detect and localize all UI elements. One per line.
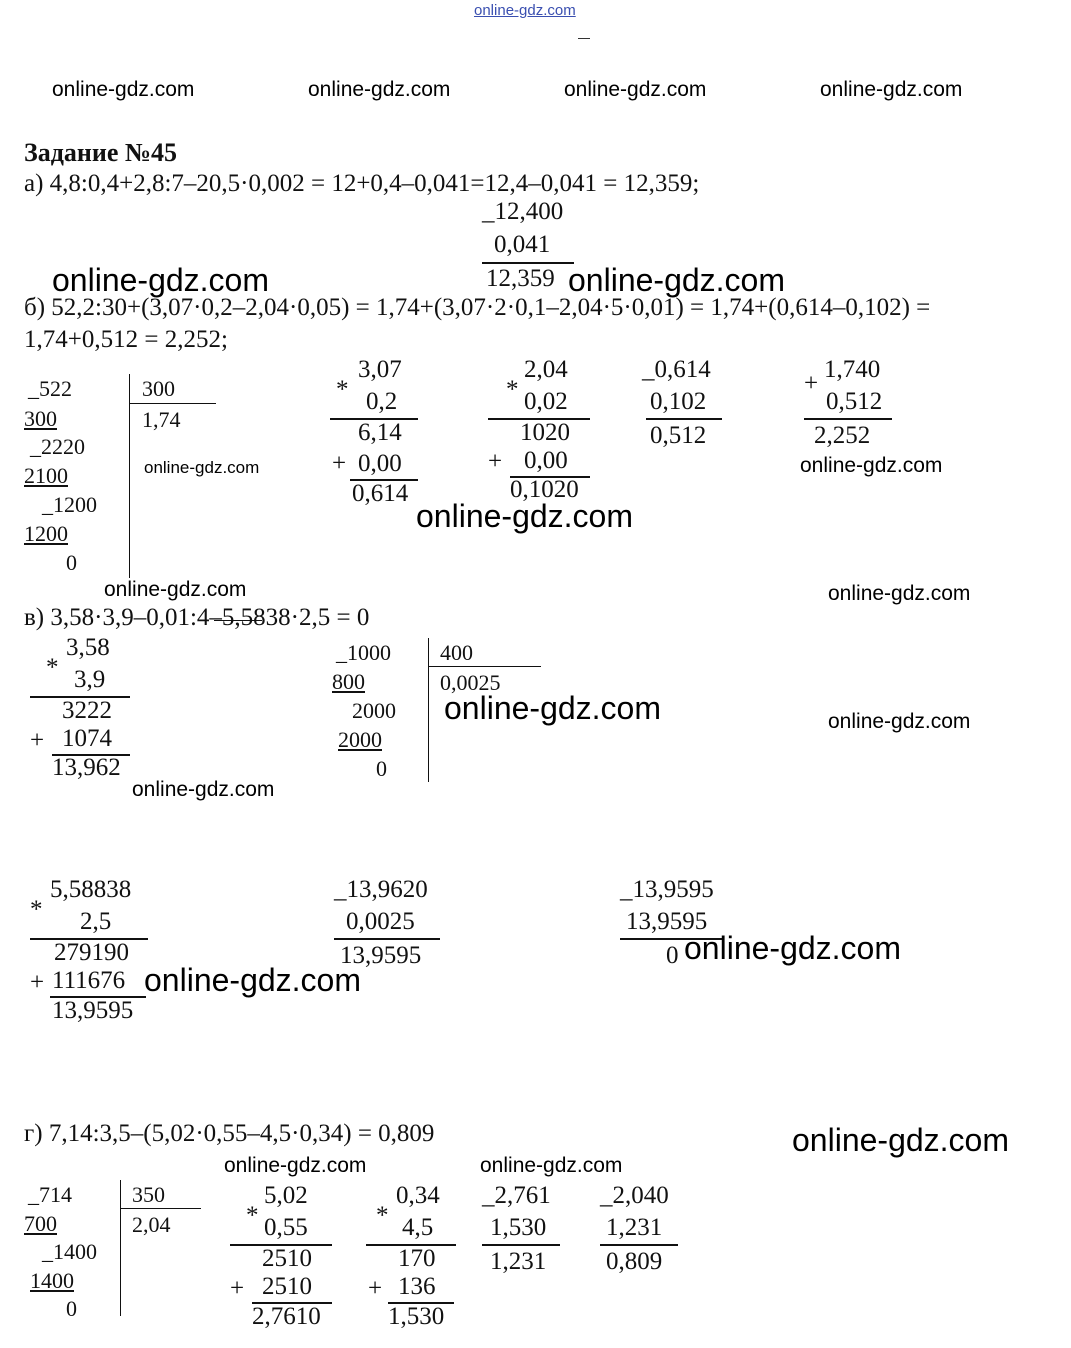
- mul-partial: 2510: [262, 1245, 312, 1272]
- watermark: online-gdz.com: [820, 78, 963, 101]
- rule: [646, 418, 722, 420]
- task-title: Задание №45: [24, 138, 178, 167]
- a-sub-result: 12,359: [486, 265, 555, 292]
- mul-sign: *: [30, 896, 43, 923]
- mul-partial: 170: [398, 1245, 436, 1272]
- rule: [429, 666, 541, 667]
- strike-line: [214, 620, 262, 621]
- watermark: online-gdz.com: [792, 1122, 1009, 1158]
- sub-second: 1,231: [606, 1214, 663, 1241]
- plus-sign: +: [230, 1275, 245, 1302]
- sub-result: 13,9595: [340, 942, 422, 969]
- div-row: 1200: [24, 521, 68, 546]
- div-row: 2000: [338, 727, 382, 752]
- mul-partial: 136: [398, 1273, 436, 1300]
- sub-top: _2,761: [482, 1182, 551, 1209]
- watermark: online-gdz.com: [104, 578, 247, 601]
- add-result: 2,252: [814, 422, 871, 449]
- rule: [482, 1244, 560, 1246]
- clipped-result: [250, 1303, 340, 1330]
- watermark: online-gdz.com: [52, 78, 195, 101]
- site-logo: online-gdz.com: [474, 2, 576, 19]
- watermark: online-gdz.com: [564, 78, 707, 101]
- watermark: online-gdz.com: [224, 1154, 367, 1177]
- sub-top: _0,614: [642, 356, 711, 383]
- watermark: online-gdz.com: [144, 962, 361, 998]
- watermark: online-gdz.com: [480, 1154, 623, 1177]
- equation-v: в) 3,58·3,9–0,01:4–5,5838·2,5 = 0: [24, 604, 370, 631]
- watermark: online-gdz.com: [684, 930, 901, 966]
- watermark: online-gdz.com: [444, 690, 661, 726]
- mul-second: 0,2: [366, 388, 398, 415]
- div-bar: [120, 1180, 121, 1316]
- plus-sign: +: [30, 727, 45, 754]
- div-row: 0: [66, 1296, 77, 1321]
- mul-result: 1,530: [388, 1303, 445, 1330]
- watermark: online-gdz.com: [52, 262, 269, 298]
- mul-sign: *: [506, 376, 519, 403]
- div-row: 2100: [24, 463, 68, 488]
- sub-second: 13,9595: [626, 908, 708, 935]
- mul-sign: *: [376, 1202, 389, 1229]
- sub-second: 0,0025: [346, 908, 415, 935]
- sub-top: _13,9595: [620, 876, 714, 903]
- divisor: 350: [132, 1182, 165, 1207]
- mul-top: 5,02: [264, 1182, 308, 1209]
- plus-sign: +: [30, 969, 45, 996]
- mul-result: 0,614: [352, 480, 409, 507]
- mul-result: 13,962: [52, 754, 121, 781]
- rule: [121, 1208, 201, 1209]
- mul-partial: 1020: [520, 419, 570, 446]
- div-row: _1400: [42, 1239, 97, 1264]
- plus-sign: +: [332, 450, 347, 477]
- div-row: 800: [332, 669, 365, 694]
- watermark: online-gdz.com: [144, 458, 260, 477]
- sub-top: _13,9620: [334, 876, 428, 903]
- mul-top: 3,07: [358, 356, 402, 383]
- sub-result: 0,809: [606, 1248, 663, 1275]
- div-row: _2220: [30, 434, 85, 459]
- mul-partial: 0,00: [524, 447, 568, 474]
- mul-result: 13,9595: [52, 997, 134, 1024]
- quotient: 1,74: [142, 407, 181, 432]
- plus-sign: +: [368, 1275, 383, 1302]
- div-bar: [428, 638, 429, 782]
- quotient: 2,04: [132, 1212, 171, 1237]
- div-row: _1200: [42, 492, 97, 517]
- mul-second: 4,5: [402, 1214, 434, 1241]
- clipped-result: [386, 1303, 466, 1330]
- mul-partial: 279190: [54, 939, 129, 966]
- a-sub-top: _12,400: [482, 198, 564, 225]
- mul-second: 0,02: [524, 388, 568, 415]
- mul-partial: 1074: [62, 725, 112, 752]
- rule: [482, 262, 574, 264]
- sub-second: 1,530: [490, 1214, 547, 1241]
- equation-a: а) 4,8:0,4+2,8:7–20,5·0,002 = 12+0,4–0,041=12,4–0,041 = 12,359;: [24, 170, 700, 197]
- divisor: 300: [142, 376, 175, 401]
- mul-top: 2,04: [524, 356, 568, 383]
- mul-top: 3,58: [66, 634, 110, 661]
- mul-partial: 6,14: [358, 419, 402, 446]
- mul-top: 0,34: [396, 1182, 440, 1209]
- mul-sign: *: [336, 376, 349, 403]
- sub-second: 0,102: [650, 388, 707, 415]
- rule: [334, 938, 440, 940]
- mul-result: 2,7610: [252, 1303, 321, 1330]
- add-second: 0,512: [826, 388, 883, 415]
- mul-second: 0,55: [264, 1214, 308, 1241]
- sub-result: 0,512: [650, 422, 707, 449]
- add-top: 1,740: [824, 356, 881, 383]
- sub-result: 1,231: [490, 1248, 547, 1275]
- div-row: _714: [28, 1182, 72, 1207]
- mul-partial: 2510: [262, 1273, 312, 1300]
- div-row: 700: [24, 1211, 57, 1236]
- div-row: 300: [24, 406, 57, 431]
- watermark: online-gdz.com: [828, 710, 971, 733]
- equation-g: г) 7,14:3,5–(5,02·0,55–4,5·0,34) = 0,809: [24, 1120, 435, 1147]
- mul-sign: *: [246, 1202, 259, 1229]
- logo-dash: [578, 38, 590, 39]
- div-bar: [129, 374, 130, 578]
- watermark: online-gdz.com: [132, 778, 275, 801]
- mul-partial: 111676: [52, 967, 126, 994]
- watermark: online-gdz.com: [828, 582, 971, 605]
- mul-sign: *: [46, 654, 59, 681]
- div-row: 0: [376, 756, 387, 781]
- rule: [600, 1244, 678, 1246]
- div-row: _522: [28, 376, 72, 401]
- div-row: 2000: [352, 698, 396, 723]
- mul-second: 3,9: [74, 666, 106, 693]
- div-row: _1000: [336, 640, 391, 665]
- div-row: 1400: [30, 1268, 74, 1293]
- watermark: online-gdz.com: [568, 262, 785, 298]
- mul-top: 5,58838: [50, 876, 132, 903]
- mul-partial: 0,00: [358, 450, 402, 477]
- quotient: 0,0025: [440, 670, 501, 695]
- rule: [130, 403, 216, 404]
- watermark: online-gdz.com: [416, 498, 633, 534]
- divisor: 400: [440, 640, 473, 665]
- plus-sign: +: [804, 370, 819, 397]
- equation-b-line2: 1,74+0,512 = 2,252;: [24, 326, 228, 353]
- equation-b-line1: б) 52,2:30+(3,07·0,2–2,04·0,05) = 1,74+(3,07·2·0,1–2,04·5·0,01) = 1,74+(0,614–0,102) =: [24, 294, 931, 321]
- sub-result: 0: [666, 942, 679, 969]
- rule: [804, 418, 892, 420]
- watermark: online-gdz.com: [800, 454, 943, 477]
- watermark: online-gdz.com: [308, 78, 451, 101]
- a-sub-second: 0,041: [494, 231, 551, 258]
- plus-sign: +: [488, 448, 503, 475]
- mul-second: 2,5: [80, 908, 112, 935]
- mul-partial: 3222: [62, 697, 112, 724]
- mul-result: 0,1020: [510, 476, 579, 503]
- sub-top: _2,040: [600, 1182, 669, 1209]
- div-row: 0: [66, 550, 77, 575]
